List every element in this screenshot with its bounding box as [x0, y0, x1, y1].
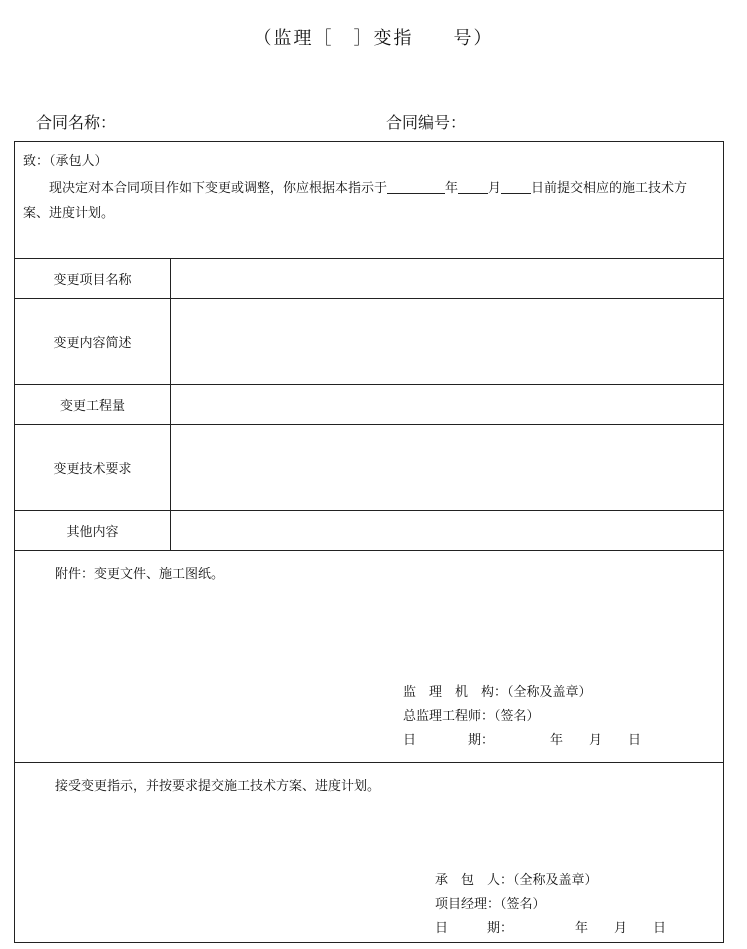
supervisor-date-label: 日 期： [403, 733, 495, 748]
document-title: （监理［ ］变指 号） [253, 28, 494, 49]
year-blank[interactable] [387, 179, 445, 194]
notice-section [15, 142, 723, 259]
month-blank[interactable] [458, 179, 488, 194]
attachment-text: 附件：变更文件、施工图纸。 [55, 567, 225, 582]
addressee: 致：（承包人） [23, 154, 108, 169]
contract-number-label: 合同编号： [386, 113, 467, 132]
row-change-summary [15, 299, 723, 385]
contractor-date-line [435, 917, 666, 941]
contractor-line [435, 869, 666, 893]
row-label: 其他内容 [15, 511, 171, 550]
project-manager-note: （签名） [500, 897, 546, 912]
row-change-item-name [15, 259, 723, 299]
row-technical-requirements [15, 425, 723, 511]
row-value-field[interactable] [171, 385, 723, 424]
month-label: 月 [488, 181, 502, 196]
project-manager-line [435, 893, 666, 917]
contractor-signature-block [435, 869, 666, 941]
day-blank[interactable] [501, 179, 531, 194]
chief-engineer-note: （签名） [494, 709, 540, 724]
row-label: 变更技术要求 [15, 425, 171, 510]
row-value-field[interactable] [171, 425, 723, 510]
attachment-section [15, 551, 723, 763]
supervisor-date-line [403, 729, 641, 753]
contractor-date-label: 日 期： [435, 921, 514, 936]
change-instruction-form [14, 141, 724, 943]
row-value-field[interactable] [171, 299, 723, 384]
notice-text-main: 现决定对本合同项目作如下变更或调整，你应根据本指示于 [49, 181, 388, 196]
acceptance-text: 接受变更指示，并按要求提交施工技术方案、进度计划。 [55, 779, 381, 794]
notice-text-end: 日前提交相应的施工技术方案、进度计划。 [23, 181, 688, 221]
supervisor-signature-block [403, 681, 641, 753]
notice-text [23, 176, 713, 226]
supervisor-org-note: （全称及盖章） [507, 685, 592, 700]
project-manager-label: 项目经理： [435, 897, 501, 912]
row-other-content [15, 511, 723, 551]
contractor-date-text: 年 月 日 [575, 921, 667, 936]
row-value-field[interactable] [171, 511, 723, 550]
supervisor-org-line [403, 681, 641, 705]
chief-engineer-label: 总监理工程师： [403, 709, 495, 724]
row-value-field[interactable] [171, 259, 723, 298]
row-label: 变更内容简述 [15, 299, 171, 384]
supervisor-date-text: 年 月 日 [550, 733, 642, 748]
row-label: 变更工程量 [15, 385, 171, 424]
acceptance-section [15, 763, 723, 942]
supervisor-org-label: 监 理 机 构： [403, 685, 508, 700]
contractor-note: （全称及盖章） [513, 873, 598, 888]
row-change-quantity [15, 385, 723, 425]
year-label: 年 [445, 181, 459, 196]
contract-name-label: 合同名称： [36, 113, 117, 132]
chief-engineer-line [403, 705, 641, 729]
contractor-label: 承 包 人： [435, 873, 514, 888]
row-label: 变更项目名称 [15, 259, 171, 298]
